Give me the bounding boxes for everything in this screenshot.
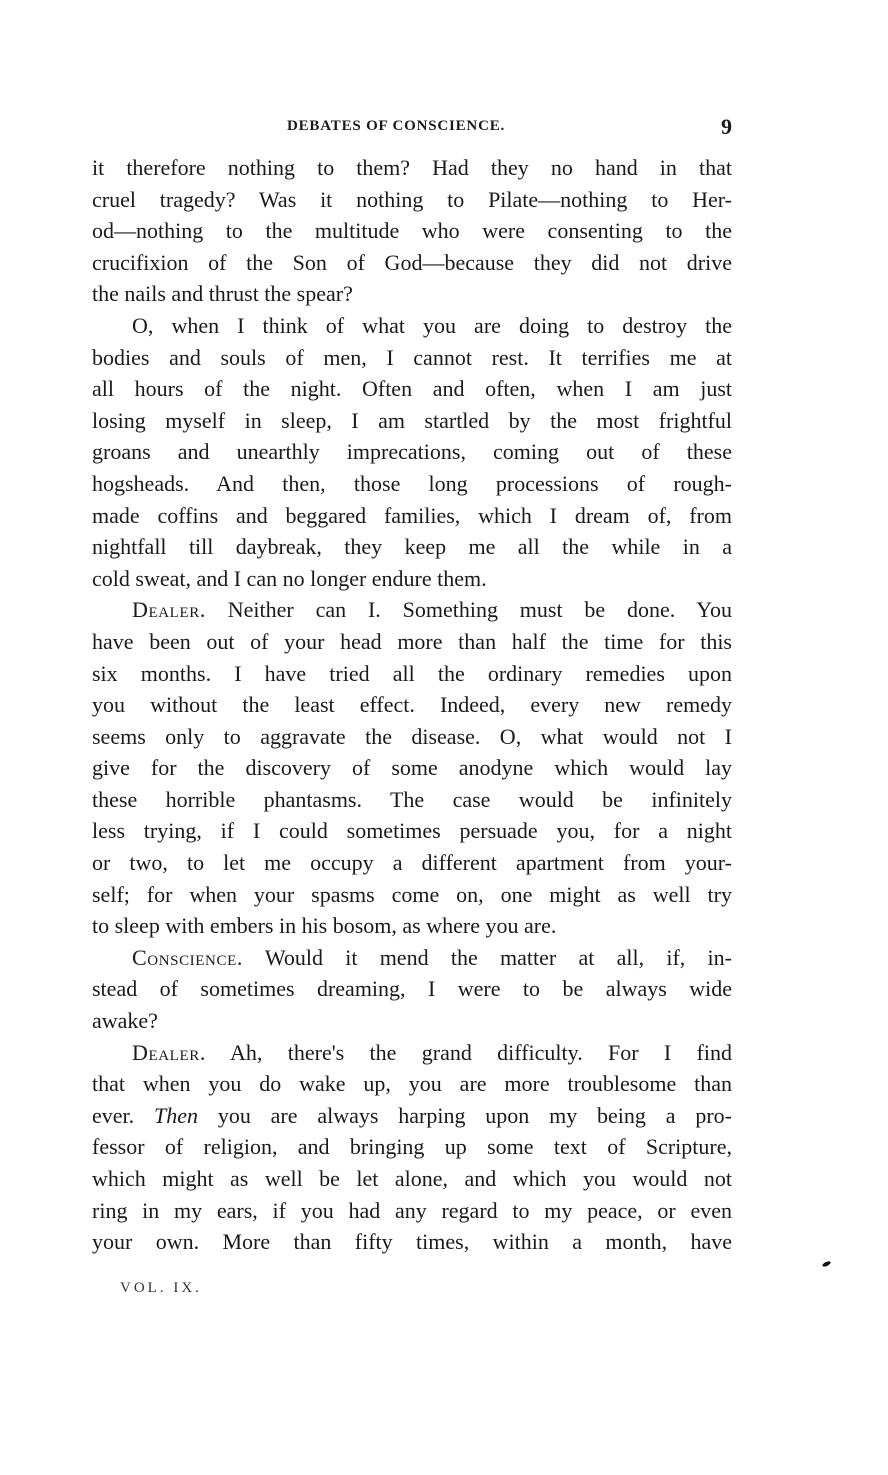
- text-line: O, when I think of what you are doing to destroy the: [132, 312, 732, 338]
- text-line: hogsheads. And then, those long processions of rough-: [92, 470, 732, 496]
- text-line: ring in my ears, if you had any regard to my peace, or even: [92, 1197, 732, 1223]
- running-head: [92, 114, 732, 144]
- text-line: or two, to let me occupy a different apartment from your-: [92, 850, 732, 876]
- text-line: your own. More than fifty times, within a month, have: [92, 1229, 732, 1255]
- text-line: six months. I have tried all the ordinary remedies upon: [92, 660, 732, 686]
- text-line: that when you do wake up, you are more troublesome than: [92, 1071, 732, 1097]
- text-line: fessor of religion, and bringing up some text of Scripture,: [92, 1134, 732, 1160]
- text-line: it therefore nothing to them? Had they no hand in that: [92, 155, 732, 180]
- speaker-name: Dealer.: [132, 597, 206, 623]
- ink-speck: [822, 1260, 832, 1267]
- text-line: the nails and thrust the spear?: [92, 281, 353, 307]
- running-title: DEBATES OF CONSCIENCE.: [287, 118, 506, 134]
- text-line: crucifixion of the Son of God—because they did not drive: [92, 249, 732, 275]
- text-line: Dealer. Neither can I. Something must be done. You: [132, 597, 732, 623]
- text-line: groans and unearthly imprecations, coming out of these: [92, 439, 732, 465]
- text-line: stead of sometimes dreaming, I were to be always wide: [92, 976, 732, 1002]
- text-line: losing myself in sleep, I am startled by the most frightful: [92, 407, 732, 433]
- signature-mark: VOL. IX.: [120, 1280, 202, 1296]
- text-line: cruel tragedy? Was it nothing to Pilate—nothing to Her-: [92, 186, 732, 212]
- page-number: 9: [721, 114, 732, 139]
- speaker-name: Dealer.: [132, 1039, 206, 1065]
- text-line: seems only to aggravate the disease. O, what would not I: [92, 723, 732, 749]
- text-line: less trying, if I could sometimes persuade you, for a night: [92, 818, 732, 844]
- emphasized-word: Then: [153, 1102, 198, 1128]
- text-line: self; for when your spasms come on, one might as well try: [92, 881, 732, 907]
- text-line: all hours of the night. Often and often, when I am just: [92, 376, 732, 402]
- body-text: [92, 152, 732, 1258]
- text-line: you without the least effect. Indeed, every new remedy: [92, 692, 732, 718]
- text-line: bodies and souls of men, I cannot rest. It terrifies me at: [92, 344, 732, 370]
- text-line: nightfall till daybreak, they keep me all the while in a: [92, 534, 732, 560]
- text-line: awake?: [92, 1008, 158, 1034]
- text-line: Conscience. Would it mend the matter at all, if, in-: [132, 944, 732, 970]
- text-line: Dealer. Ah, there's the grand difficulty. For I find: [132, 1039, 732, 1065]
- text-line: have been out of your head more than half the time for this: [92, 628, 732, 654]
- text-line: give for the discovery of some anodyne which would lay: [92, 755, 732, 781]
- text-line: to sleep with embers in his bosom, as where you are.: [92, 913, 557, 939]
- text-line: which might as well be let alone, and which you would not: [92, 1166, 732, 1191]
- speaker-name: Conscience.: [132, 944, 243, 970]
- text-line: cold sweat, and I can no longer endure them.: [92, 565, 487, 591]
- text-line: ever. Then you are always harping upon my being a pro-: [92, 1102, 732, 1128]
- text-line: made coffins and beggared families, which I dream of, from: [92, 502, 732, 528]
- text-line: od—nothing to the multitude who were consenting to the: [92, 218, 732, 244]
- text-line: these horrible phantasms. The case would be infinitely: [92, 786, 732, 812]
